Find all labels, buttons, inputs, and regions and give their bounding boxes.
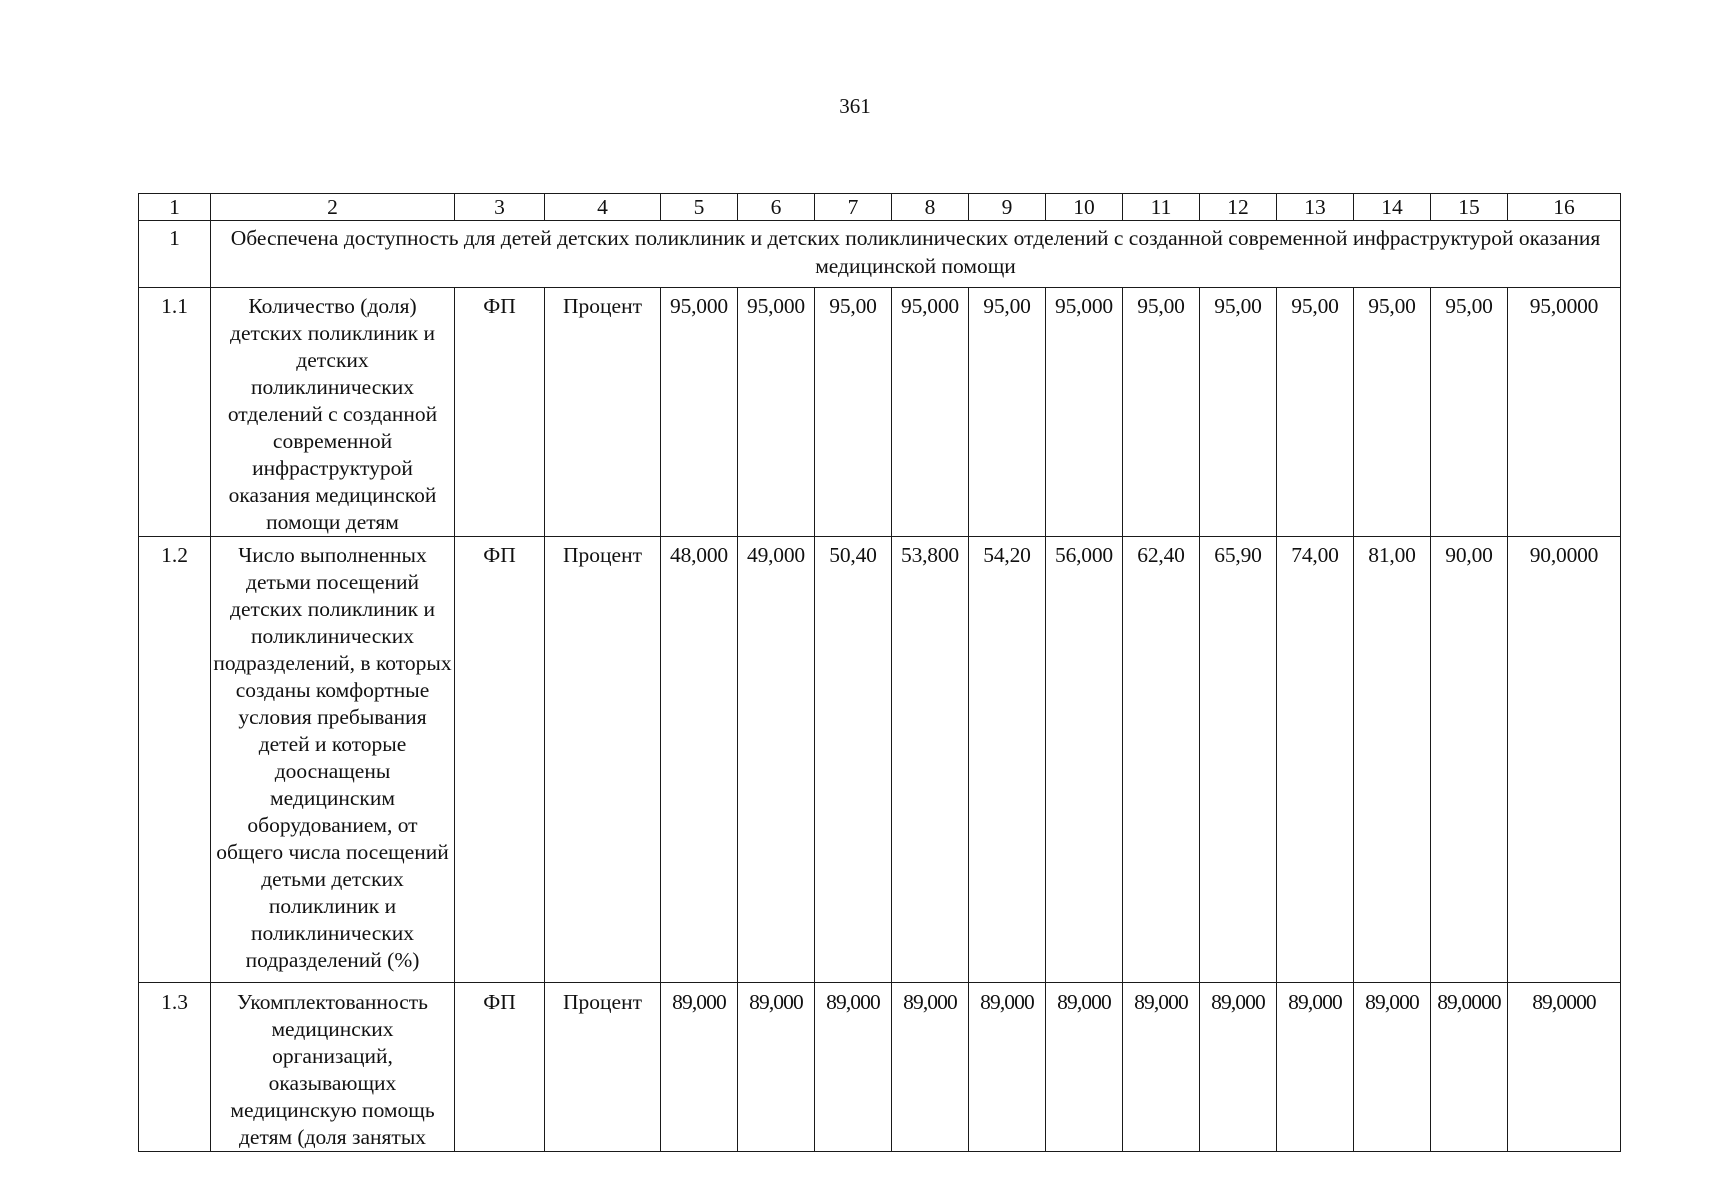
column-number: 15 [1431, 194, 1508, 221]
section-row [139, 221, 1621, 288]
value-cell: 65,90 [1200, 537, 1277, 983]
value-cell: 53,800 [892, 537, 969, 983]
value-cell: 89,000 [1354, 983, 1431, 1152]
row-number: 1.3 [139, 983, 211, 1152]
value-cell: 89,000 [892, 983, 969, 1152]
value-cell: 95,00 [815, 288, 892, 537]
value-cell: 95,000 [892, 288, 969, 537]
value-cell: 89,0000 [1508, 983, 1621, 1152]
unit-cell: Процент [545, 288, 661, 537]
source-cell: ФП [455, 983, 545, 1152]
value-cell: 95,00 [1123, 288, 1200, 537]
value-cell: 95,000 [738, 288, 815, 537]
column-number-row [139, 194, 1621, 221]
value-cell: 48,000 [661, 537, 738, 983]
value-cell: 95,00 [969, 288, 1046, 537]
value-cell: 50,40 [815, 537, 892, 983]
value-cell: 54,20 [969, 537, 1046, 983]
value-cell: 95,00 [1200, 288, 1277, 537]
column-number: 1 [139, 194, 211, 221]
value-cell: 56,000 [1046, 537, 1123, 983]
value-cell: 89,000 [661, 983, 738, 1152]
indicators-table [138, 193, 1621, 1152]
value-cell: 62,40 [1123, 537, 1200, 983]
value-cell: 89,000 [1277, 983, 1354, 1152]
source-cell: ФП [455, 537, 545, 983]
value-cell: 89,000 [969, 983, 1046, 1152]
column-number: 3 [455, 194, 545, 221]
column-number: 14 [1354, 194, 1431, 221]
value-cell: 89,000 [815, 983, 892, 1152]
value-cell: 89,0000 [1431, 983, 1508, 1152]
column-number: 2 [211, 194, 455, 221]
column-number: 16 [1508, 194, 1621, 221]
section-number: 1 [139, 221, 211, 288]
row-number: 1.1 [139, 288, 211, 537]
value-cell: 89,000 [1200, 983, 1277, 1152]
indicator-name: Число выполненных детьми посещений детских поликлиник и поликлинических подразделений, в которых созданы комфортные условия пребывания детей и которые дооснащены медицинским оборудованием, от общего числа посещений детьми детских поликлиник и поликлинических подразделений (%) [211, 537, 455, 983]
value-cell: 95,00 [1277, 288, 1354, 537]
value-cell: 89,000 [1123, 983, 1200, 1152]
page-number: 361 [839, 94, 871, 118]
value-cell: 81,00 [1354, 537, 1431, 983]
table-row [139, 537, 1621, 983]
column-number: 9 [969, 194, 1046, 221]
unit-cell: Процент [545, 983, 661, 1152]
value-cell: 95,00 [1431, 288, 1508, 537]
column-number: 10 [1046, 194, 1123, 221]
value-cell: 90,00 [1431, 537, 1508, 983]
column-number: 4 [545, 194, 661, 221]
column-number: 13 [1277, 194, 1354, 221]
source-cell: ФП [455, 288, 545, 537]
table-row [139, 288, 1621, 537]
value-cell: 49,000 [738, 537, 815, 983]
indicator-name: Количество (доля) детских поликлиник и детских поликлинических отделений с созданной современной инфраструктурой оказания медицинской помощи детям [211, 288, 455, 537]
table-row [139, 983, 1621, 1152]
column-number: 7 [815, 194, 892, 221]
column-number: 8 [892, 194, 969, 221]
value-cell: 90,0000 [1508, 537, 1621, 983]
value-cell: 95,000 [1046, 288, 1123, 537]
value-cell: 89,000 [1046, 983, 1123, 1152]
row-number: 1.2 [139, 537, 211, 983]
indicator-name: Укомплектованность медицинских организаций, оказывающих медицинскую помощь детям (доля занятых [211, 983, 455, 1152]
column-number: 11 [1123, 194, 1200, 221]
column-number: 6 [738, 194, 815, 221]
column-number: 12 [1200, 194, 1277, 221]
unit-cell: Процент [545, 537, 661, 983]
value-cell: 89,000 [738, 983, 815, 1152]
value-cell: 95,000 [661, 288, 738, 537]
column-number: 5 [661, 194, 738, 221]
value-cell: 95,00 [1354, 288, 1431, 537]
value-cell: 95,0000 [1508, 288, 1621, 537]
section-title: Обеспечена доступность для детей детских поликлиник и детских поликлинических отделений с созданной современной инфраструктурой оказания медицинской помощи [211, 221, 1621, 288]
value-cell: 74,00 [1277, 537, 1354, 983]
